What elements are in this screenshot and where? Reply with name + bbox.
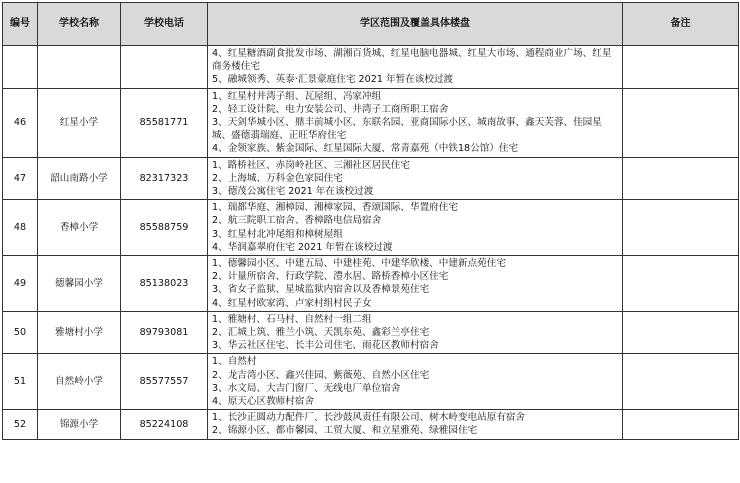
table-row — [3, 256, 739, 312]
district-areas — [208, 88, 623, 157]
row-number: 51 — [3, 354, 38, 410]
table-row — [3, 46, 739, 89]
row-number: 52 — [3, 410, 38, 439]
school-phone: 85224108 — [121, 410, 208, 439]
area-line: 3、水文局、大吉门窗厂、无线电厂单位宿舍 — [212, 382, 401, 394]
area-line: 3、华云社区住宅、长丰公司住宅、雨花区教师村宿舍 — [212, 340, 439, 352]
school-name: 香樟小学 — [38, 200, 121, 256]
table-row — [3, 410, 739, 439]
school-name — [38, 46, 121, 89]
area-line: 4、金领家族、紫金国际、红星国际大厦、常青嘉苑（中铁18公馆）住宅 — [212, 143, 519, 155]
remark — [623, 200, 739, 256]
area-line: 2、轻工设计院、电力安装公司、井湾子工商所职工宿舍 — [212, 103, 449, 115]
remark — [623, 46, 739, 89]
remark — [623, 157, 739, 200]
school-name: 红星小学 — [38, 88, 121, 157]
area-line: 2、龙吉湾小区、鑫兴佳园、紫薇苑、自然小区住宅 — [212, 369, 430, 381]
header-row — [3, 3, 739, 46]
remark — [623, 88, 739, 157]
school-phone: 85581771 — [121, 88, 208, 157]
district-areas — [208, 256, 623, 312]
area-line: 3、德茂公寓住宅 2021 年在该校过渡 — [212, 186, 374, 198]
area-line: 4、原天心区教师村宿舍 — [212, 396, 315, 408]
district-areas — [208, 410, 623, 439]
school-name: 自然岭小学 — [38, 354, 121, 410]
school-phone: 85588759 — [121, 200, 208, 256]
area-line: 1、德馨园小区、中建五局、中建桂苑、中建华欣楼、中建新点苑住宅 — [212, 258, 506, 270]
table-row — [3, 354, 739, 410]
row-number: 50 — [3, 311, 38, 354]
header-district-areas: 学区范围及覆盖具体楼盘 — [208, 3, 623, 46]
table-row — [3, 200, 739, 256]
area-line: 4、华润嘉翠府住宅 2021 年暂在该校过渡 — [212, 241, 393, 253]
district-areas — [208, 46, 623, 89]
header-school-name: 学校名称 — [38, 3, 121, 46]
row-number: 47 — [3, 157, 38, 200]
row-number: 48 — [3, 200, 38, 256]
area-line: 2、锦源小区、都市馨园、工贸大厦、和立星雅苑、绿雅园住宅 — [212, 425, 478, 437]
area-line: 2、计量所宿舍、行政学院、澧水居、路桥香樟小区住宅 — [212, 271, 449, 283]
area-line: 3、红星村北冲尾组和樟树屋组 — [212, 228, 343, 240]
remark — [623, 311, 739, 354]
table-body — [3, 46, 739, 440]
table-row — [3, 157, 739, 200]
remark — [623, 410, 739, 439]
area-line: 1、雅塘村、石马村、自然村一组二组 — [212, 313, 372, 325]
district-areas — [208, 311, 623, 354]
area-line: 1、路桥社区、赤岗岭社区、三湘社区居民住宅 — [212, 159, 410, 171]
remark — [623, 354, 739, 410]
header-no: 编号 — [3, 3, 38, 46]
school-name: 雅塘村小学 — [38, 311, 121, 354]
district-areas — [208, 354, 623, 410]
area-line: 2、航三院职工宿舍、香樟路电信局宿舍 — [212, 215, 382, 227]
area-line: 1、长沙正圆动力配件厂、长沙鼓风责任有限公司、树木岭变电站原有宿舍 — [212, 412, 526, 424]
school-phone: 85577557 — [121, 354, 208, 410]
school-district-table — [2, 2, 739, 440]
district-areas — [208, 157, 623, 200]
school-phone: 82317323 — [121, 157, 208, 200]
table-row — [3, 311, 739, 354]
row-number: 46 — [3, 88, 38, 157]
row-number — [3, 46, 38, 89]
school-name: 德馨园小学 — [38, 256, 121, 312]
table-row — [3, 88, 739, 157]
area-line: 3、省女子监狱、星城监狱内宿舍以及香樟景苑住宅 — [212, 284, 430, 296]
area-line: 2、汇城上筑、雅兰小筑、天凯东苑、鑫彩兰亭住宅 — [212, 327, 430, 339]
school-phone: 89793081 — [121, 311, 208, 354]
header-remark: 备注 — [623, 3, 739, 46]
area-line: 5、融城领秀、英泰·汇景豪庭住宅 2021 年暂在该校过渡 — [212, 74, 454, 86]
school-phone: 85138023 — [121, 256, 208, 312]
area-line: 1、瑞都华庭、湘樟园、湘樟家园、香颂国际、华置府住宅 — [212, 202, 458, 214]
row-number: 49 — [3, 256, 38, 312]
area-line: 1、自然村 — [212, 356, 257, 368]
area-line: 3、天剑华城小区、鼎丰前城小区、东联名园、亚商国际小区、城南故事、鑫天芙蓉、佳园星城、盛德翡瑞庭、正旺华府住宅 — [212, 117, 602, 142]
remark — [623, 256, 739, 312]
header-school-phone: 学校电话 — [121, 3, 208, 46]
area-line: 4、红星村欧家湾、卢家村组村民子女 — [212, 297, 372, 309]
area-line: 2、上海城、万科金色家园住宅 — [212, 172, 343, 184]
school-name: 韶山南路小学 — [38, 157, 121, 200]
school-name: 锦源小学 — [38, 410, 121, 439]
district-areas — [208, 200, 623, 256]
school-phone — [121, 46, 208, 89]
area-line: 1、红星村井湾子组、瓦屋组、冯家冲组 — [212, 90, 382, 102]
area-line: 4、红星糖酒副食批发市场、湖湘百货城、红星电脑电器城、红星大市场、通程商业广场、红星商务楼住宅 — [212, 48, 612, 73]
